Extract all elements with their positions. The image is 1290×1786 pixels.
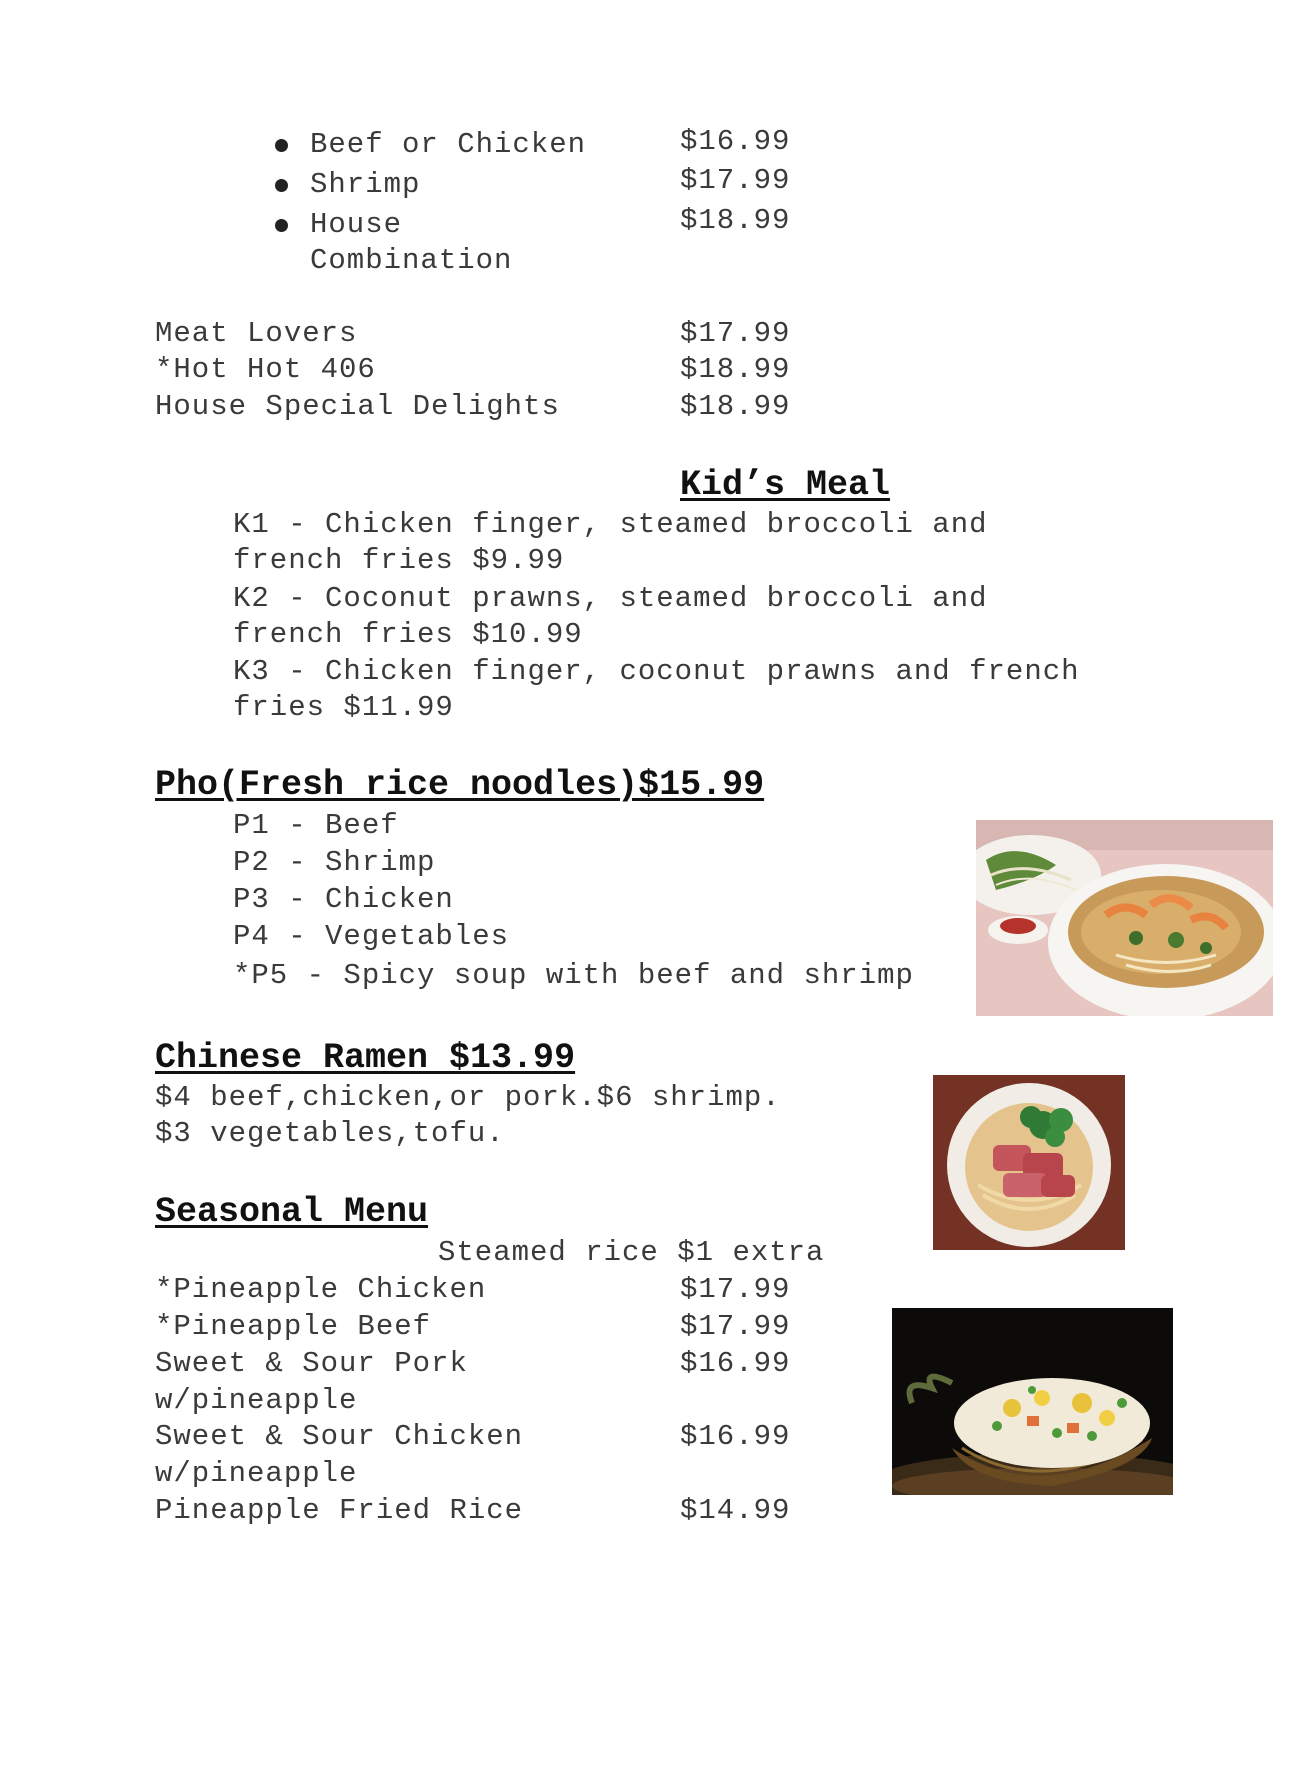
ramen-photo [933,1075,1125,1250]
menu-item-price: $18.99 [680,204,791,237]
kids-item-line: french fries $10.99 [233,618,583,651]
menu-item-name: House Special Delights [155,390,560,423]
kids-item-line: fries $11.99 [233,691,454,724]
menu-item-name: *Pineapple Chicken [155,1273,487,1306]
menu-item-name: Beef or Chicken [310,128,587,161]
menu-item-name-cont: w/pineapple [155,1384,358,1417]
menu-item-name-cont: Combination [310,244,513,277]
menu-item-price: $17.99 [680,317,791,350]
menu-item-name: *Hot Hot 406 [155,353,376,386]
menu-item-name-cont: w/pineapple [155,1457,358,1490]
seasonal-note: Steamed rice $1 extra [438,1236,825,1269]
menu-item-price: $16.99 [680,125,791,158]
kids-meal-heading: Kid’s Meal [680,465,891,505]
pineapple-rice-photo [892,1308,1173,1495]
menu-item-price: $18.99 [680,353,791,386]
pho-item: P3 - Chicken [233,883,454,916]
kids-item-line: K1 - Chicken finger, steamed broccoli and [233,508,988,541]
menu-item-price: $18.99 [680,390,791,423]
menu-item-name: Meat Lovers [155,317,358,350]
menu-item-price: $17.99 [680,1273,791,1306]
pho-heading: Pho(Fresh rice noodles)$15.99 [155,765,765,805]
bullet-icon [275,219,288,232]
menu-item-name: Sweet & Sour Chicken [155,1420,524,1453]
menu-item-name: House [310,208,403,241]
kids-item-line: french fries $9.99 [233,544,565,577]
menu-item-price: $17.99 [680,1310,791,1343]
ramen-line: $4 beef,chicken,or pork.$6 shrimp. [155,1081,781,1114]
menu-item-price: $16.99 [680,1347,791,1380]
pho-photo [976,820,1273,1016]
menu-item-price: $14.99 [680,1494,791,1527]
seasonal-heading: Seasonal Menu [155,1192,429,1232]
menu-item-name: Shrimp [310,168,421,201]
pho-item: P4 - Vegetables [233,920,510,953]
menu-item-price: $16.99 [680,1420,791,1453]
pho-item: P2 - Shrimp [233,846,436,879]
menu-item-name: Sweet & Sour Pork [155,1347,468,1380]
menu-item-name: *Pineapple Beef [155,1310,432,1343]
bullet-icon [275,179,288,192]
pho-item: P1 - Beef [233,809,399,842]
ramen-heading: Chinese Ramen $13.99 [155,1038,576,1078]
kids-item-line: K3 - Chicken finger, coconut prawns and french [233,655,1080,688]
kids-item-line: K2 - Coconut prawns, steamed broccoli and [233,582,988,615]
ramen-line: $3 vegetables,tofu. [155,1117,505,1150]
pho-item: *P5 - Spicy soup with beef and shrimp [233,959,914,992]
menu-item-price: $17.99 [680,164,791,197]
menu-item-name: Pineapple Fried Rice [155,1494,524,1527]
bullet-icon [275,139,288,152]
